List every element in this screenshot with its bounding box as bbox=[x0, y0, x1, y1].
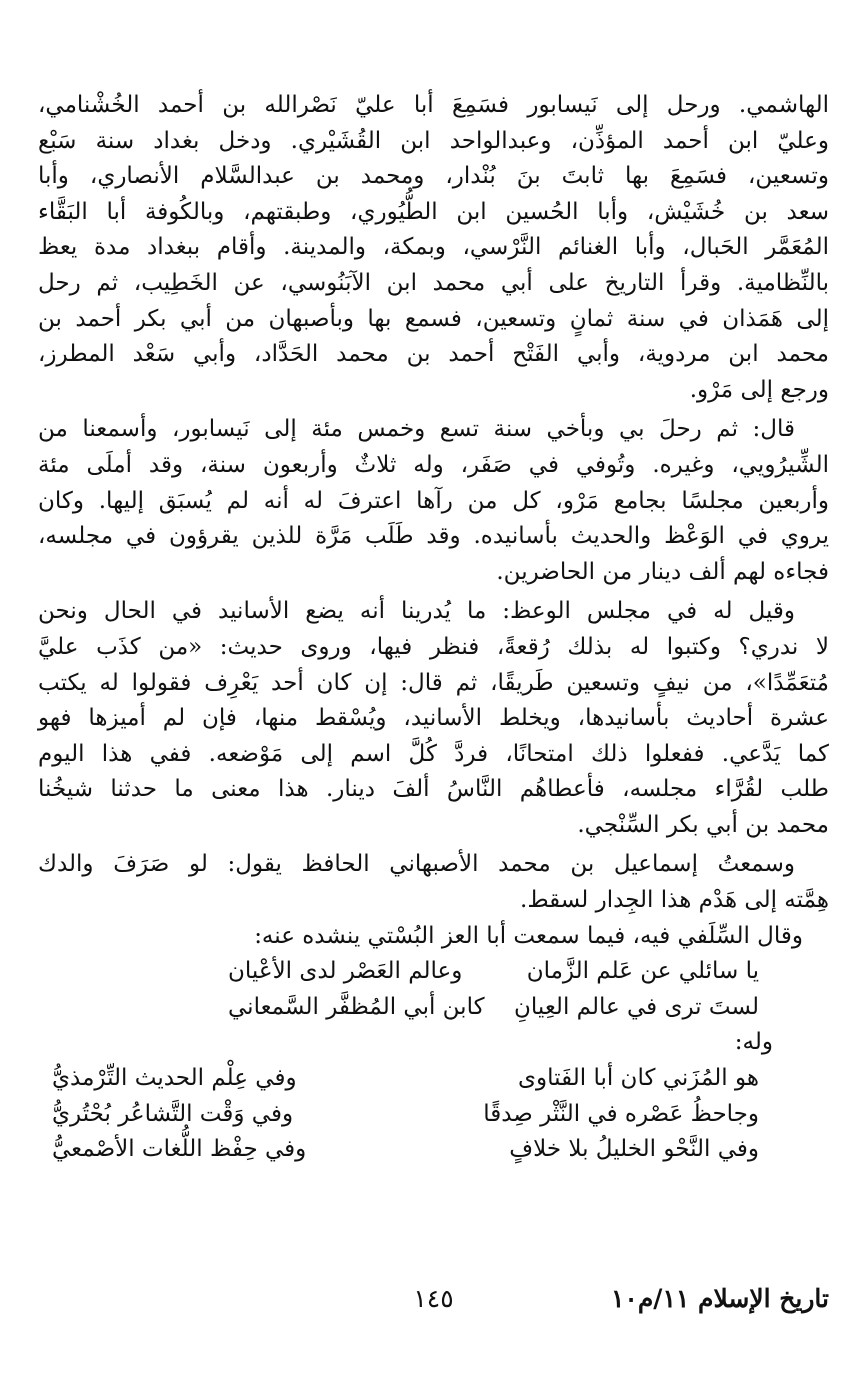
verse-first-hemistich: هو المُزَني كان أبا الفَتاوى bbox=[518, 1065, 759, 1092]
verse-line bbox=[38, 1132, 829, 1168]
verse-line bbox=[38, 1061, 829, 1097]
verse-second-hemistich: كابن أبي المُظفَّر السَّمعاني bbox=[228, 993, 485, 1020]
text-line: الهاشمي. ورحل إلى نَيسابور فسَمِعَ أبا عليّ نَصْرالله بن أحمد الخُشْنامي، bbox=[38, 92, 829, 118]
text-line: طلب لقُرَّاء مجلسه، فأعطاهُم النَّاسُ ألفَ دينار. هذا معنى ما حدثنا شيخُنا bbox=[38, 776, 829, 803]
text-line: وأربعين مجلسًا بجامع مَرْو، كل من رآها اعترفَ له أنه لم يُسبَق إليها. وكان bbox=[38, 487, 829, 514]
text-line: وعليّ ابن أحمد المؤذِّن، وعبدالواحد ابن القُشَيْري. ودخل بغداد سنة سَبْع bbox=[38, 127, 829, 154]
verse-line bbox=[38, 990, 829, 1026]
text-line: لا ندري؟ وكتبوا له بذلك رُقعةً، فنظر فيها، وروى حديث: «من كذَب عليَّ bbox=[38, 633, 829, 660]
verse-first-hemistich: وفي النَّحْو الخليلُ بلا خلافٍ bbox=[509, 1136, 759, 1163]
text-line: وتسعين، فسَمِعَ بها ثابتَ بنَ بُنْدار، ومحمد بن عبدالسَّلام الأنصاري، وأبا bbox=[38, 163, 829, 190]
text-line: ورجع إلى مَرْو. bbox=[689, 376, 829, 403]
verse-first-hemistich: يا سائلي عن عَلم الزَّمان bbox=[526, 958, 759, 985]
text-line: وسمعتُ إسماعيل بن محمد الأصبهاني الحافظ يقول: لو صَرَفَ والدك bbox=[38, 851, 795, 878]
paragraph-ismail bbox=[38, 847, 829, 918]
text-line: بالنِّظامية. وقرأ التاريخ على أبي محمد ابن الآبَنُوسي، عن الخَطِيب، ثم رحل bbox=[38, 269, 829, 296]
text-line: عشرة أحاديث بأسانيدها، ويخلط الأسانيد، ويُسْقط منها، فإن لم أميزها فهو bbox=[38, 705, 829, 732]
text-line: محمد ابن مردوية، وأبي الفَتْح أحمد بن محمد الحَدَّاد، وأبي سَعْد المطرز، bbox=[38, 341, 829, 368]
text-line: يروي في الوَعْظ والحديث بأسانيده. وقد طَلَب مَرَّة للذين يقرؤون في مجلسه، bbox=[38, 523, 830, 550]
text-line: الشِّيرُويي، وغيره. وتُوفي في صَفَر، وله ثلاثٌ وأربعون سنة، وقد أملَى مئة bbox=[38, 451, 829, 478]
verse-line bbox=[38, 954, 829, 990]
text-line: المُعَمَّر الحَبال، وأبا الغنائم النَّرْسي، وبمكة، والمدينة. وأقام ببغداد مدة يعظ bbox=[38, 234, 829, 261]
verse-intro: وقال السِّلَفي فيه، فيما سمعت أبا العز البُسْتي ينشده عنه: bbox=[254, 922, 803, 949]
text-line: محمد بن أبي بكر السِّنْجي. bbox=[577, 811, 829, 838]
verse-second-hemistich: وفي حِفْظ اللُّغات الأصْمعيُّ bbox=[52, 1136, 307, 1163]
verse-line bbox=[38, 1097, 829, 1133]
verse-first-hemistich: لستَ ترى في عالم العِيانِ bbox=[514, 993, 759, 1020]
verse-second-hemistich: وفي وَقْت التَّشاعُر بُحْتُريُّ bbox=[52, 1100, 294, 1127]
verse-second-hemistich: وفي عِلْم الحديث التِّرْمذيُّ bbox=[52, 1065, 297, 1092]
text-line: هِمَّته إلى هَدْم هذا الجِدار لسقط. bbox=[520, 887, 829, 914]
text-line: فجاءه لهم ألف دينار من الحاضرين. bbox=[496, 558, 829, 585]
text-line: إلى هَمَذان في سنة ثمانٍ وتسعين، فسمع بها وبأصبهان من أبي بكر أحمد بن bbox=[38, 305, 829, 332]
text-line: مُتعَمِّدًا»، من نيفٍ وتسعين طَريقًا، ثم قال: إن كان أحد يَعْرِف فقولوا له يكتب bbox=[38, 669, 829, 696]
paragraph-biography bbox=[38, 88, 829, 408]
text-line: سعد بن خُشَيْش، وأبا الحُسين ابن الطُّيُوري، وطبقتهم، وبالكُوفة أبا البَقَّاء bbox=[38, 198, 829, 225]
verse-second-hemistich: وعالم العَصْر لدى الأعْيان bbox=[228, 958, 463, 985]
page-footer bbox=[38, 1284, 829, 1324]
paragraph-sermon bbox=[38, 594, 829, 843]
paragraph-travel bbox=[38, 412, 829, 590]
verse-first-hemistich: وجاحظُ عَصْره في النَّثْر صِدقًا bbox=[483, 1100, 759, 1127]
book-volume-label: تاريخ الإسلام ١١/م١٠ bbox=[610, 1284, 829, 1313]
page-number: ١٤٥ bbox=[413, 1284, 454, 1313]
text-line: قال: ثم رحلَ بي وبأخي سنة تسع وخمس مئة إلى نَيسابور، وأسمعنا من bbox=[38, 416, 795, 443]
text-line: وقيل له في مجلس الوعظ: ما يُدرينا أنه يضع الأسانيد في الحال ونحن bbox=[38, 598, 795, 625]
verse-intro: وله: bbox=[734, 1029, 773, 1056]
text-line: كما يَدَّعي. ففعلوا ذلك امتحانًا، فردَّ كُلَّ اسم إلى مَوْضعه. ففي هذا اليوم bbox=[38, 740, 829, 767]
